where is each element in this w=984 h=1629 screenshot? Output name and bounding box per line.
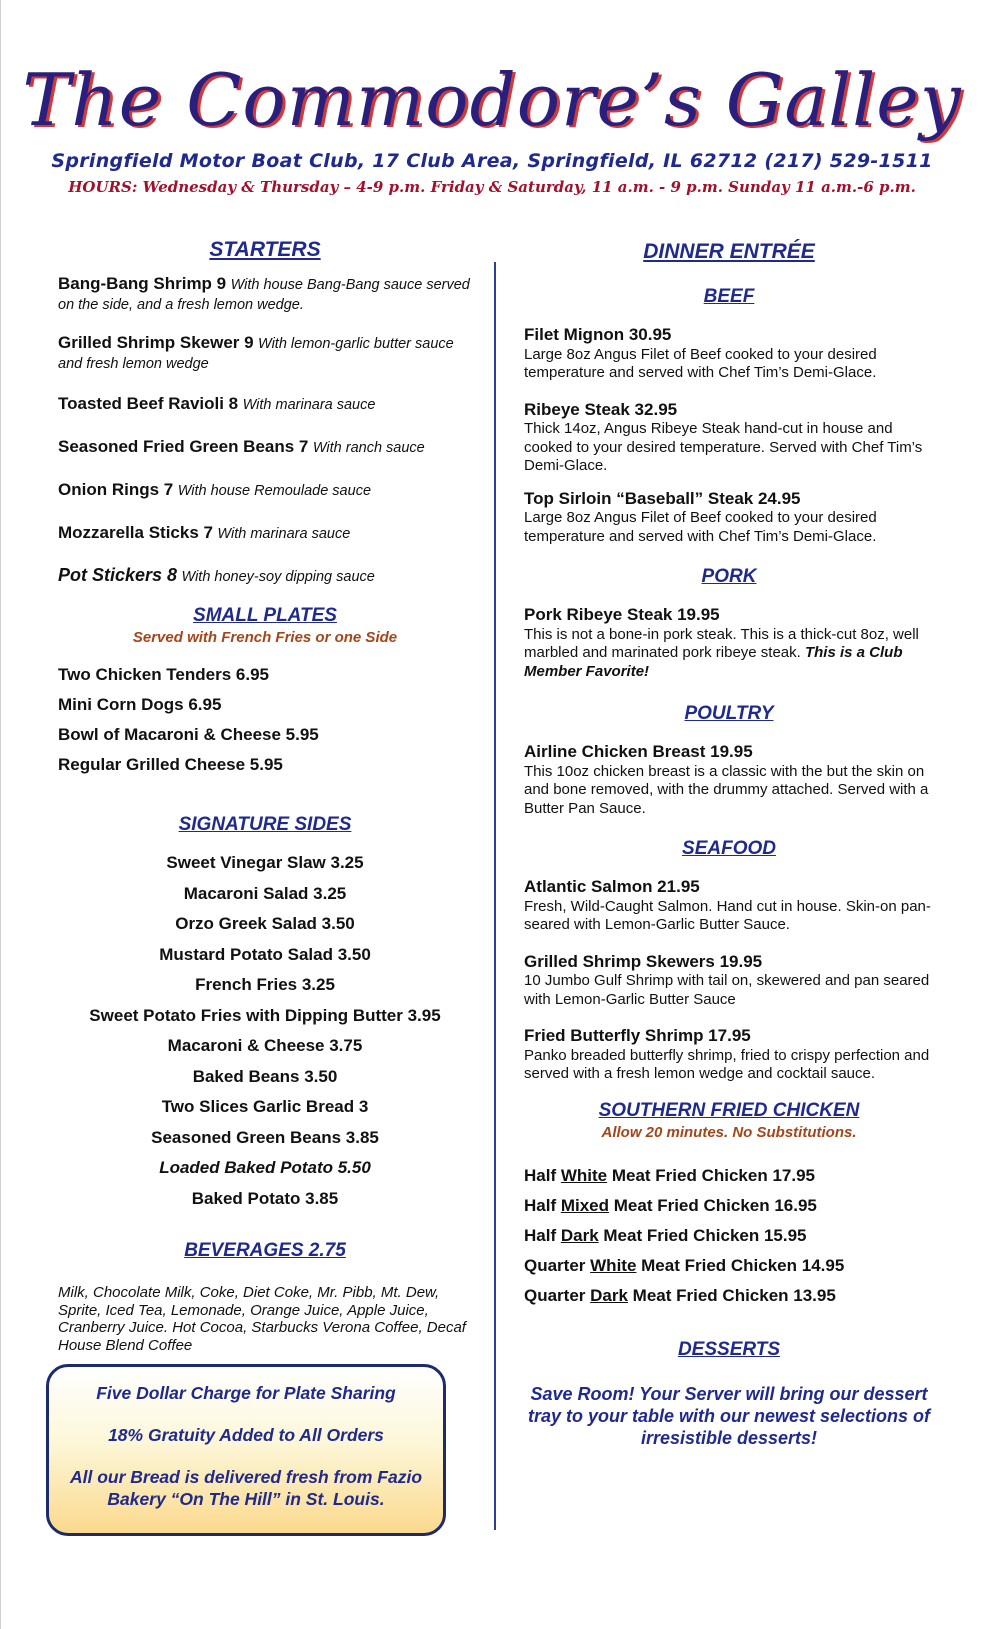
seafood-heading: SEAFOOD xyxy=(682,838,776,859)
side-item: Loaded Baked Potato 5.50 xyxy=(159,1158,371,1177)
column-divider xyxy=(494,262,496,1530)
starter-item xyxy=(58,523,472,544)
plate-sharing-note: Five Dollar Charge for Plate Sharing xyxy=(96,1383,396,1403)
entree-item xyxy=(524,326,934,383)
small-plates-list xyxy=(58,660,472,780)
policy-callout-box xyxy=(46,1364,446,1536)
chicken-price: Meat Fried Chicken 17.95 xyxy=(607,1165,815,1185)
entree-item xyxy=(524,878,934,935)
fried-chicken-item xyxy=(524,1281,934,1311)
entree-desc-wrap xyxy=(524,626,934,682)
small-plate-item: Mini Corn Dogs 6.95 xyxy=(58,695,222,714)
entree-name: Grilled Shrimp Skewers 19.95 xyxy=(524,951,763,971)
side-item: Macaroni Salad 3.25 xyxy=(183,883,347,903)
entree-desc: 10 Jumbo Gulf Shrimp with tail on, skewered and pan seared with Lemon-Garlic Butter Sauce xyxy=(524,972,930,1008)
gratuity-note: 18% Gratuity Added to All Orders xyxy=(108,1425,384,1445)
side-item: Sweet Potato Fries with Dipping Butter 3.95 xyxy=(89,1005,441,1025)
entree-desc: Thick 14oz, Angus Ribeye Steak hand-cut in house and cooked to your desired temperature. Served with Chef Tim’s Demi-Glace. xyxy=(524,420,923,474)
starter-name: Bang-Bang Shrimp 9 xyxy=(58,274,227,293)
side-item: French Fries 3.25 xyxy=(195,975,335,994)
chicken-size: Quarter xyxy=(524,1285,591,1305)
entree-item xyxy=(524,1027,934,1084)
entree-name: Top Sirloin “Baseball” Steak 24.95 xyxy=(524,488,801,508)
poultry-heading: POULTRY xyxy=(684,703,774,724)
southern-fried-chicken-note: Allow 20 minutes. No Substitutions. xyxy=(601,1123,857,1141)
side-item: Baked Beans 3.50 xyxy=(192,1066,338,1086)
bread-note-line1: All our Bread is delivered fresh from Fazio xyxy=(69,1467,423,1487)
starters-list xyxy=(58,274,472,587)
chicken-price: Meat Fried Chicken 16.95 xyxy=(609,1195,817,1215)
side-item: Mustard Potato Salad 3.50 xyxy=(159,944,371,964)
starter-name: Mozzarella Sticks 7 xyxy=(58,523,213,542)
entree-desc: This 10oz chicken breast is a classic with the but the skin on and bone removed, with the drummy attached. Served with a Butter Pan Sauce. xyxy=(524,762,929,817)
chicken-price: Meat Fried Chicken 14.95 xyxy=(636,1255,845,1275)
side-item: Orzo Greek Salad 3.50 xyxy=(175,914,355,933)
chicken-meat-type: Mixed xyxy=(560,1195,610,1215)
small-plate-item: Two Chicken Tenders 6.95 xyxy=(58,665,269,684)
starter-item xyxy=(58,480,472,501)
starter-desc: With house Bang-Bang sauce served on the side, and a fresh lemon wedge. xyxy=(58,277,470,313)
small-plate-item: Bowl of Macaroni & Cheese 5.95 xyxy=(58,725,319,744)
signature-sides-list xyxy=(58,848,472,1214)
entree-name: Atlantic Salmon 21.95 xyxy=(524,877,700,896)
fried-chicken-item xyxy=(524,1161,934,1191)
chicken-meat-type: Dark xyxy=(590,1285,628,1305)
small-plates-heading: SMALL PLATES xyxy=(193,605,337,626)
entree-name: Pork Ribeye Steak 19.95 xyxy=(524,605,720,624)
bread-note-line2: Bakery “On The Hill” in St. Louis. xyxy=(107,1489,385,1509)
right-column xyxy=(524,240,934,1449)
entree-highlight: This is a Club Member Favorite! xyxy=(524,644,903,680)
starter-desc: With ranch sauce xyxy=(312,440,425,456)
starter-name: Pot Stickers 8 xyxy=(58,565,178,585)
entree-desc: Large 8oz Angus Filet of Beef cooked to your desired temperature and served with Chef Tim’s Demi-Glace. xyxy=(524,345,877,381)
beverages-heading: BEVERAGES 2.75 xyxy=(184,1240,346,1261)
desserts-heading: DESSERTS xyxy=(677,1338,781,1360)
chicken-size: Half xyxy=(524,1165,561,1185)
address-line: Springfield Motor Boat Club, 17 Club Area, Springfield, IL 62712 (217) 529-1511 xyxy=(51,150,933,172)
fried-chicken-list xyxy=(524,1161,934,1311)
starter-desc: With lemon-garlic butter sauce and fresh lemon wedge xyxy=(58,336,454,372)
entree-desc: Fresh, Wild-Caught Salmon. Hand cut in house. Skin-on pan-seared with Lemon-Garlic Butter Sauce. xyxy=(524,897,931,933)
desserts-description: Save Room! Your Server will bring our dessert tray to your table with our newest selections of irresistible desserts! xyxy=(527,1383,931,1448)
starter-name: Onion Rings 7 xyxy=(58,480,174,499)
starter-desc: With marinara sauce xyxy=(217,526,351,542)
starters-heading: STARTERS xyxy=(209,238,321,261)
entree-item xyxy=(524,953,934,1010)
signature-sides-heading: SIGNATURE SIDES xyxy=(178,814,352,835)
fried-chicken-item xyxy=(524,1191,934,1221)
starter-name: Toasted Beef Ravioli 8 xyxy=(58,394,239,413)
hours-line: HOURS: Wednesday & Thursday – 4-9 p.m. Friday & Saturday, 11 a.m. - 9 p.m. Sunday 11 a.m.-6 p.m. xyxy=(68,178,916,196)
dinner-entree-heading: DINNER ENTRÉE xyxy=(643,240,815,263)
left-column xyxy=(58,238,472,1354)
entree-desc: Panko breaded butterfly shrimp, fried to crispy perfection and served with a fresh lemon wedge and cocktail sauce. xyxy=(524,1046,930,1082)
starter-desc: With marinara sauce xyxy=(242,397,376,413)
chicken-price: Meat Fried Chicken 15.95 xyxy=(598,1225,807,1245)
starter-desc: With house Remoulade sauce xyxy=(177,483,372,499)
starter-name: Seasoned Fried Green Beans 7 xyxy=(58,437,309,456)
beverages-list: Milk, Chocolate Milk, Coke, Diet Coke, Mr. Pibb, Mt. Dew, Sprite, Iced Tea, Lemonade, Orange Juice, Apple Juice, Cranberry Juice. Hot Cocoa, Starbucks Verona Coffee, Decaf House Blend Coffee xyxy=(58,1284,466,1354)
fried-chicken-item xyxy=(524,1251,934,1281)
side-item: Two Slices Garlic Bread 3 xyxy=(161,1097,369,1116)
entree-name: Fried Butterfly Shrimp 17.95 xyxy=(524,1026,751,1045)
starter-item xyxy=(58,274,472,315)
starter-desc: With honey-soy dipping sauce xyxy=(181,569,375,585)
entree-item xyxy=(524,606,934,681)
chicken-meat-type: White xyxy=(560,1165,608,1185)
chicken-meat-type: White xyxy=(590,1255,637,1275)
entree-desc: This is not a bone-in pork steak. This is a thick-cut 8oz, well marbled and marinated pork ribeye steak. xyxy=(524,625,919,661)
beef-heading: BEEF xyxy=(703,286,755,307)
fried-chicken-item xyxy=(524,1221,934,1251)
southern-fried-chicken-heading: SOUTHERN FRIED CHICKEN xyxy=(598,1099,860,1121)
chicken-size: Half xyxy=(524,1225,561,1245)
entree-name: Airline Chicken Breast 19.95 xyxy=(524,742,753,761)
chicken-size: Half xyxy=(524,1195,561,1215)
entree-name: Filet Mignon 30.95 xyxy=(524,325,672,344)
small-plate-item: Regular Grilled Cheese 5.95 xyxy=(58,755,283,774)
starter-item xyxy=(58,394,472,415)
small-plates-note: Served with French Fries or one Side xyxy=(132,629,398,646)
entree-item xyxy=(524,401,934,476)
side-item: Macaroni & Cheese 3.75 xyxy=(167,1036,363,1055)
pork-heading: PORK xyxy=(701,566,757,587)
side-item: Baked Potato 3.85 xyxy=(191,1188,339,1208)
entree-name: Ribeye Steak 32.95 xyxy=(524,399,678,419)
side-item: Seasoned Green Beans 3.85 xyxy=(151,1127,379,1147)
starter-name: Grilled Shrimp Skewer 9 xyxy=(58,333,254,352)
starter-item xyxy=(58,566,472,587)
entree-item xyxy=(524,490,934,547)
restaurant-title: The Commodore’s Galley xyxy=(22,58,962,142)
starter-item xyxy=(58,333,472,374)
chicken-price: Meat Fried Chicken 13.95 xyxy=(627,1285,836,1305)
entree-item xyxy=(524,743,934,818)
entree-desc: Large 8oz Angus Filet of Beef cooked to your desired temperature and served with Chef Tim’s Demi-Glace. xyxy=(524,509,877,545)
side-item: Sweet Vinegar Slaw 3.25 xyxy=(166,853,364,872)
chicken-size: Quarter xyxy=(524,1255,591,1275)
starter-item xyxy=(58,437,472,458)
chicken-meat-type: Dark xyxy=(560,1225,599,1245)
